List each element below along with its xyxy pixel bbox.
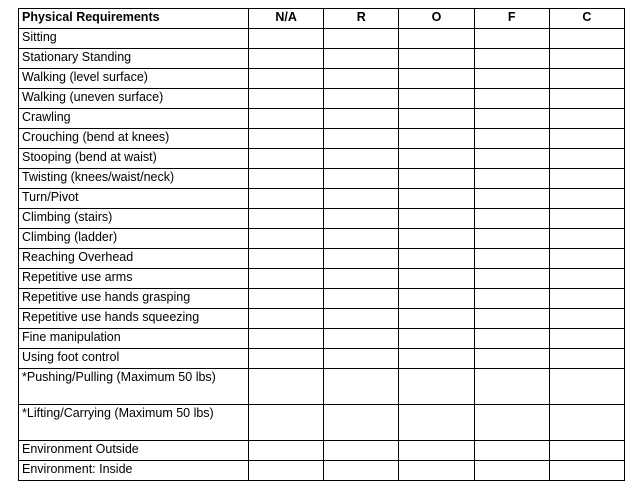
requirement-label: Walking (uneven surface) xyxy=(19,89,249,109)
cell-o[interactable] xyxy=(399,89,474,109)
table-row xyxy=(19,249,625,269)
table-row xyxy=(19,289,625,309)
cell-c[interactable] xyxy=(549,169,624,189)
cell-c[interactable] xyxy=(549,269,624,289)
table-row xyxy=(19,405,625,441)
cell-c[interactable] xyxy=(549,109,624,129)
cell-o[interactable] xyxy=(399,269,474,289)
cell-o[interactable] xyxy=(399,129,474,149)
requirement-label: Stationary Standing xyxy=(19,49,249,69)
table-row xyxy=(19,69,625,89)
table-row xyxy=(19,209,625,229)
cell-na[interactable] xyxy=(249,149,324,169)
physical-requirements-form xyxy=(18,8,625,481)
table-row xyxy=(19,89,625,109)
cell-r[interactable] xyxy=(324,441,399,461)
requirement-label: Using foot control xyxy=(19,349,249,369)
table-row xyxy=(19,349,625,369)
cell-o[interactable] xyxy=(399,149,474,169)
cell-na[interactable] xyxy=(249,441,324,461)
requirement-label: Fine manipulation xyxy=(19,329,249,349)
requirement-label: Environment Outside xyxy=(19,441,249,461)
table-row xyxy=(19,309,625,329)
cell-na[interactable] xyxy=(249,69,324,89)
cell-c[interactable] xyxy=(549,289,624,309)
header-r: R xyxy=(324,9,399,29)
cell-r[interactable] xyxy=(324,405,399,441)
cell-c[interactable] xyxy=(549,405,624,441)
requirement-label: Environment: Inside xyxy=(19,461,249,481)
requirement-label: Reaching Overhead xyxy=(19,249,249,269)
cell-f[interactable] xyxy=(474,69,549,89)
requirement-label: Climbing (ladder) xyxy=(19,229,249,249)
cell-o[interactable] xyxy=(399,29,474,49)
cell-c[interactable] xyxy=(549,129,624,149)
requirement-label: Stooping (bend at waist) xyxy=(19,149,249,169)
cell-na[interactable] xyxy=(249,405,324,441)
cell-o[interactable] xyxy=(399,229,474,249)
table-row xyxy=(19,229,625,249)
cell-f[interactable] xyxy=(474,269,549,289)
cell-r[interactable] xyxy=(324,369,399,405)
cell-na[interactable] xyxy=(249,209,324,229)
table-row xyxy=(19,109,625,129)
cell-r[interactable] xyxy=(324,329,399,349)
cell-f[interactable] xyxy=(474,461,549,481)
cell-r[interactable] xyxy=(324,289,399,309)
cell-na[interactable] xyxy=(249,129,324,149)
requirement-label: Crouching (bend at knees) xyxy=(19,129,249,149)
cell-na[interactable] xyxy=(249,309,324,329)
cell-c[interactable] xyxy=(549,369,624,405)
cell-r[interactable] xyxy=(324,461,399,481)
requirement-label: Crawling xyxy=(19,109,249,129)
cell-o[interactable] xyxy=(399,69,474,89)
cell-f[interactable] xyxy=(474,109,549,129)
cell-o[interactable] xyxy=(399,309,474,329)
cell-c[interactable] xyxy=(549,249,624,269)
cell-o[interactable] xyxy=(399,329,474,349)
table-row xyxy=(19,169,625,189)
cell-na[interactable] xyxy=(249,189,324,209)
cell-na[interactable] xyxy=(249,289,324,309)
cell-r[interactable] xyxy=(324,69,399,89)
table-row xyxy=(19,329,625,349)
header-f: F xyxy=(474,9,549,29)
cell-o[interactable] xyxy=(399,109,474,129)
cell-f[interactable] xyxy=(474,169,549,189)
table-row xyxy=(19,29,625,49)
cell-c[interactable] xyxy=(549,29,624,49)
cell-r[interactable] xyxy=(324,269,399,289)
cell-na[interactable] xyxy=(249,169,324,189)
cell-r[interactable] xyxy=(324,249,399,269)
cell-r[interactable] xyxy=(324,169,399,189)
cell-f[interactable] xyxy=(474,309,549,329)
table-row xyxy=(19,369,625,405)
cell-r[interactable] xyxy=(324,309,399,329)
cell-r[interactable] xyxy=(324,89,399,109)
cell-c[interactable] xyxy=(549,349,624,369)
header-na: N/A xyxy=(249,9,324,29)
cell-r[interactable] xyxy=(324,109,399,129)
cell-na[interactable] xyxy=(249,461,324,481)
cell-o[interactable] xyxy=(399,289,474,309)
cell-o[interactable] xyxy=(399,189,474,209)
requirement-label: *Pushing/Pulling (Maximum 50 lbs) xyxy=(19,369,249,405)
requirement-label: Sitting xyxy=(19,29,249,49)
cell-c[interactable] xyxy=(549,49,624,69)
cell-f[interactable] xyxy=(474,129,549,149)
cell-na[interactable] xyxy=(249,269,324,289)
cell-f[interactable] xyxy=(474,349,549,369)
cell-r[interactable] xyxy=(324,209,399,229)
cell-o[interactable] xyxy=(399,405,474,441)
header-o: O xyxy=(399,9,474,29)
cell-r[interactable] xyxy=(324,129,399,149)
cell-f[interactable] xyxy=(474,369,549,405)
cell-r[interactable] xyxy=(324,49,399,69)
cell-f[interactable] xyxy=(474,29,549,49)
requirement-label: Repetitive use hands squeezing xyxy=(19,309,249,329)
cell-na[interactable] xyxy=(249,349,324,369)
requirement-label: *Lifting/Carrying (Maximum 50 lbs) xyxy=(19,405,249,441)
cell-na[interactable] xyxy=(249,109,324,129)
table-body xyxy=(19,29,625,481)
cell-na[interactable] xyxy=(249,229,324,249)
cell-r[interactable] xyxy=(324,349,399,369)
cell-o[interactable] xyxy=(399,369,474,405)
table-row xyxy=(19,461,625,481)
cell-o[interactable] xyxy=(399,49,474,69)
cell-f[interactable] xyxy=(474,229,549,249)
cell-f[interactable] xyxy=(474,209,549,229)
cell-o[interactable] xyxy=(399,349,474,369)
cell-f[interactable] xyxy=(474,189,549,209)
cell-o[interactable] xyxy=(399,249,474,269)
requirement-label: Turn/Pivot xyxy=(19,189,249,209)
header-physical-requirements: Physical Requirements xyxy=(19,9,249,29)
table-row xyxy=(19,49,625,69)
cell-f[interactable] xyxy=(474,289,549,309)
cell-f[interactable] xyxy=(474,329,549,349)
cell-o[interactable] xyxy=(399,441,474,461)
cell-na[interactable] xyxy=(249,89,324,109)
cell-c[interactable] xyxy=(549,189,624,209)
cell-r[interactable] xyxy=(324,29,399,49)
cell-na[interactable] xyxy=(249,29,324,49)
physical-requirements-table xyxy=(18,8,625,481)
table-row xyxy=(19,149,625,169)
cell-r[interactable] xyxy=(324,149,399,169)
table-row xyxy=(19,269,625,289)
table-row xyxy=(19,189,625,209)
cell-o[interactable] xyxy=(399,169,474,189)
cell-f[interactable] xyxy=(474,89,549,109)
table-row xyxy=(19,441,625,461)
cell-c[interactable] xyxy=(549,89,624,109)
requirement-label: Twisting (knees/waist/neck) xyxy=(19,169,249,189)
cell-c[interactable] xyxy=(549,329,624,349)
cell-c[interactable] xyxy=(549,441,624,461)
cell-c[interactable] xyxy=(549,149,624,169)
table-row xyxy=(19,129,625,149)
cell-f[interactable] xyxy=(474,441,549,461)
cell-c[interactable] xyxy=(549,461,624,481)
requirement-label: Climbing (stairs) xyxy=(19,209,249,229)
cell-na[interactable] xyxy=(249,329,324,349)
requirement-label: Repetitive use arms xyxy=(19,269,249,289)
cell-na[interactable] xyxy=(249,369,324,405)
requirement-label: Walking (level surface) xyxy=(19,69,249,89)
cell-na[interactable] xyxy=(249,249,324,269)
cell-f[interactable] xyxy=(474,149,549,169)
header-c: C xyxy=(549,9,624,29)
cell-f[interactable] xyxy=(474,249,549,269)
cell-o[interactable] xyxy=(399,209,474,229)
cell-na[interactable] xyxy=(249,49,324,69)
cell-f[interactable] xyxy=(474,405,549,441)
cell-c[interactable] xyxy=(549,229,624,249)
cell-c[interactable] xyxy=(549,69,624,89)
cell-f[interactable] xyxy=(474,49,549,69)
requirement-label: Repetitive use hands grasping xyxy=(19,289,249,309)
table-header-row xyxy=(19,9,625,29)
cell-o[interactable] xyxy=(399,461,474,481)
cell-r[interactable] xyxy=(324,229,399,249)
cell-r[interactable] xyxy=(324,189,399,209)
cell-c[interactable] xyxy=(549,209,624,229)
cell-c[interactable] xyxy=(549,309,624,329)
